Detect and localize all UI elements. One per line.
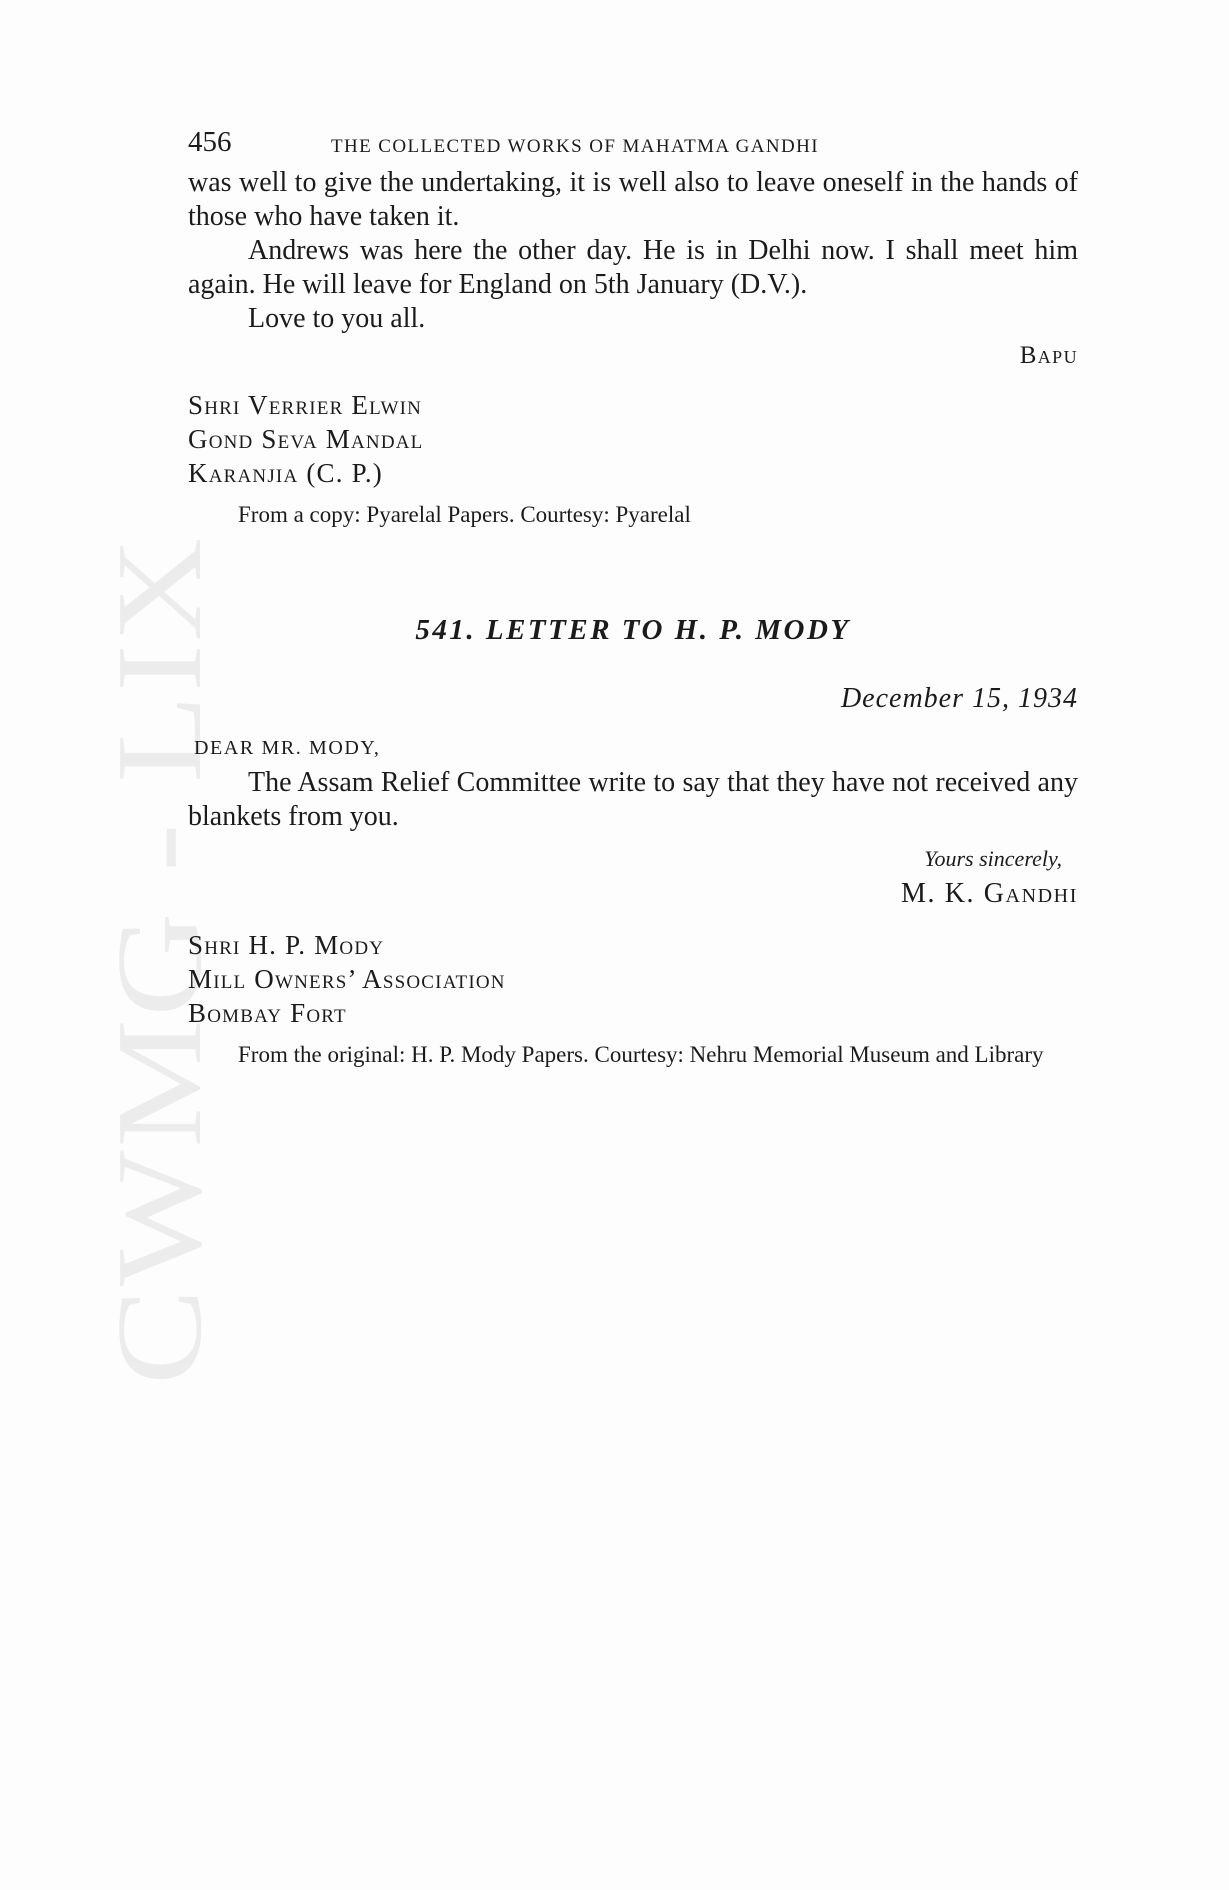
- letter-closing: Yours sincerely,: [924, 846, 1062, 871]
- address-line: Bombay Fort: [188, 998, 347, 1028]
- page: [188, 126, 1078, 1072]
- previous-letter-paragraph-3: Love to you all.: [248, 303, 426, 334]
- page-number: 456: [188, 126, 232, 158]
- previous-letter-paragraph-1: was well to give the undertaking, it is well also to leave oneself in the hands of those who have taken it.: [188, 167, 1078, 232]
- letter-source: From the original: H. P. Mody Papers. Courtesy: Nehru Memorial Museum and Library: [238, 1042, 1044, 1067]
- previous-letter-source: From a copy: Pyarelal Papers. Courtesy: Pyarelal: [238, 502, 691, 527]
- address-line: Shri Verrier Elwin: [188, 390, 423, 420]
- letter-signature: M. K. Gandhi: [901, 878, 1078, 909]
- address-line: Mill Owners’ Association: [188, 964, 506, 994]
- previous-letter-address: [188, 388, 1078, 490]
- letter-body: The Assam Relief Committee write to say that they have not received any blankets from you.: [188, 767, 1078, 832]
- watermark-text: CWMG - LIX: [92, 667, 227, 1385]
- letter-title: 541. LETTER TO H. P. MODY: [415, 614, 851, 646]
- header-title: THE COLLECTED WORKS OF MAHATMA GANDHI: [331, 136, 819, 157]
- letter-date: December 15, 1934: [840, 683, 1078, 714]
- running-head: [188, 126, 1078, 166]
- address-line: Karanjia (C. P.): [188, 458, 383, 488]
- address-line: Shri H. P. Mody: [188, 930, 385, 960]
- previous-letter-signature: Bapu: [1019, 342, 1078, 369]
- address-line: Gond Seva Mandal: [188, 424, 424, 454]
- letter-salutation: DEAR MR. MODY,: [194, 737, 381, 759]
- letter-address: [188, 928, 1078, 1030]
- previous-letter-paragraph-2: Andrews was here the other day. He is in Delhi now. I shall meet him again. He will leave for England on 5th January (D.V.).: [188, 235, 1078, 300]
